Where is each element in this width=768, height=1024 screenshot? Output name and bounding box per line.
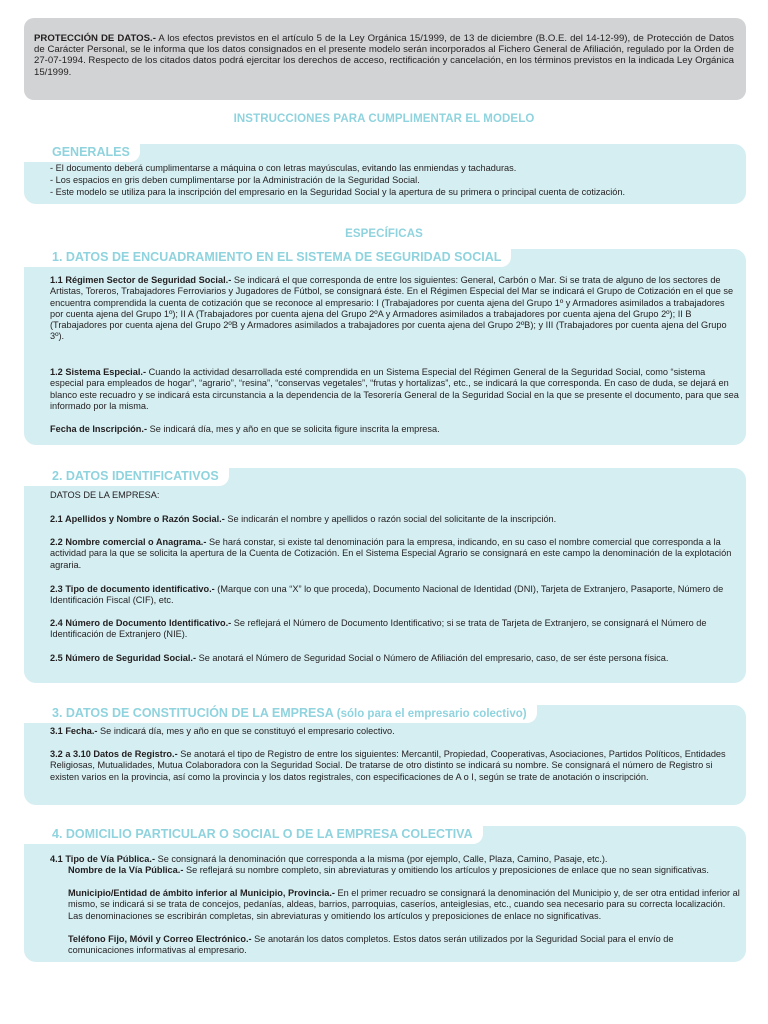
fecha-inscripcion-label: Fecha de Inscripción.- (50, 424, 148, 434)
section-4-box (24, 826, 746, 962)
section-2-5-label: 2.5 Número de Seguridad Social.- (50, 653, 197, 663)
via-publica-text: Se reflejará su nombre completo, sin abreviaturas y omitiendo los artículos y preposiciones de enlace que no sean significativas. (183, 865, 709, 875)
section-2-3-text: (Marque con una “X” lo que proceda), Documento Nacional de Identidad (DNI), Tarjeta de Extranjero, Pasaporte, Número de Identificación Fiscal (CIF), etc. (50, 584, 724, 606)
section-3-2-paragraph (50, 749, 740, 783)
section-3-box (24, 705, 746, 805)
section-2-1-label: 2.1 Apellidos y Nombre o Razón Social.- (50, 514, 225, 524)
section-2-5-text: Se anotará el Número de Seguridad Social o Número de Afiliación del empresario, caso, de ser éste persona física. (196, 653, 669, 663)
instructions-heading: INSTRUCCIONES PARA CUMPLIMENTAR EL MODELO (233, 113, 535, 125)
via-publica-label: Nombre de la Vía Pública.- (68, 865, 184, 875)
section-2-4-text: Se reflejará el Número de Documento Identificativo; si se trata de Tarjeta de Extranjero, se consignará el Número de Identificación de Extranjero (NIE). (50, 618, 707, 640)
section-3-1-label: 3.1 Fecha.- (50, 726, 98, 736)
municipio-paragraph (68, 888, 740, 922)
section-2-1-paragraph (50, 514, 740, 525)
section-4-1-label: 4.1 Tipo de Vía Pública.- (50, 854, 156, 864)
section-1-2-text: Cuando la actividad desarrollada esté comprendida en un Sistema Especial del Régimen General de la Seguridad Social, como “sistema especial para empleados de hogar”, “agrario”, “resina”, “conservas vegetales”, “frutas y hortalizas”, etc., se indicará la que corresponda. En caso de duda, se dejará en blanco este recuadro y se indicará esta circunstancia a la dependencia de la Tesorería General de la Seguridad Social en la que se presente el documento, para que sea informado por la misma. (50, 367, 739, 411)
section-4-1-text: Se consignará la denominación que corresponda a la misma (por ejemplo, Calle, Plaza, Camino, Pasaje, etc.). (155, 854, 608, 864)
section-2-5-paragraph (50, 653, 740, 664)
list-item: - Los espacios en gris deben cumplimentarse por la Administración de la Seguridad Social. (50, 174, 420, 185)
section-3-title (24, 705, 537, 723)
telefono-text: Se anotarán los datos completos. Estos datos serán utilizados por la Seguridad Social para el envío de comunicaciones informativas al empresario. (68, 934, 674, 956)
section-1-box (24, 249, 746, 445)
fecha-inscripcion-paragraph (50, 424, 740, 435)
section-3-title-note: (sólo para el empresario colectivo) (336, 708, 527, 720)
generales-title: GENERALES (24, 144, 140, 162)
section-2-title: 2. DATOS IDENTIFICATIVOS (24, 468, 229, 486)
list-item: - Este modelo se utiliza para la inscripción del empresario en la Seguridad Social y la apertura de su primera o principal cuenta de cotización. (50, 186, 626, 197)
section-4-title: 4. DOMICILIO PARTICULAR O SOCIAL O DE LA EMPRESA COLECTIVA (24, 826, 483, 844)
section-3-title-main: 3. DATOS DE CONSTITUCIÓN DE LA EMPRESA (52, 706, 334, 720)
especificas-heading: ESPECÍFICAS (345, 228, 423, 240)
section-1-1-label: 1.1 Régimen Sector de Seguridad Social.- (50, 275, 232, 285)
section-2-2-label: 2.2 Nombre comercial o Anagrama.- (50, 537, 207, 547)
municipio-text: En el primer recuadro se consignará la denominación del Municipio y, de ser otra entidad inferior al mismo, se indicará si se trata de concejos, pedanías, aldeas, barrios, parroquias, caseríos, anteiglesias, etc., cuando sea necesario para su correcta localización. Las denominaciones se escribirán completas, sin abreviaturas y omitiendo los artículos y preposiciones de enlace no significativas. (68, 888, 740, 921)
section-2-4-label: 2.4 Número de Documento Identificativo.- (50, 618, 232, 628)
section-2-2-paragraph (50, 537, 740, 571)
section-3-1-text: Se indicará día, mes y año en que se constituyó el empresario colectivo. (97, 726, 395, 736)
section-1-1-paragraph (50, 275, 740, 343)
telefono-label: Teléfono Fijo, Móvil y Correo Electrónico.- (68, 934, 252, 944)
privacy-text: A los efectos previstos en el artículo 5 de la Ley Orgánica 15/1999, de 13 de diciembre (B.O.E. del 14-12-99), de Protección de Datos de Carácter Personal, se le informa que los datos consignados en el presente modelo serán incorporados al Fichero General de Afiliación, regulado por la Orden de 27-07-1994. Respecto de los citados datos podrá ejercitar los derechos de acceso, rectificación y cancelación, en los términos previstos en la indicada Ley Orgánica 15/1999. (34, 33, 734, 78)
generales-box (24, 144, 746, 204)
municipio-label: Municipio/Entidad de ámbito inferior al Municipio, Provincia.- (68, 888, 335, 898)
section-3-2-label: 3.2 a 3.10 Datos de Registro.- (50, 749, 178, 759)
datos-empresa-label: DATOS DE LA EMPRESA: (50, 490, 160, 500)
privacy-notice (24, 18, 746, 100)
telefono-paragraph (68, 934, 740, 957)
privacy-title: PROTECCIÓN DE DATOS.- (34, 33, 156, 44)
fecha-inscripcion-text: Se indicará día, mes y año en que se solicita figure inscrita la empresa. (147, 424, 440, 434)
section-2-2-text: Se hará constar, si existe tal denominación para la empresa, indicando, en su caso el nombre comercial que corresponda a la actividad para la que se solicita la apertura de la Cuenta de Cotización. En el Sistema Especial Agrario se consignará en este campo la denominación de la explotación agraria. (50, 537, 732, 570)
section-2-box (24, 468, 746, 683)
section-2-3-label: 2.3 Tipo de documento identificativo.- (50, 584, 215, 594)
section-1-1-text: Se indicará el que corresponda de entre los siguientes: General, Carbón o Mar. Si se trata de alguno de los sectores de Artistas, Toreros, Trabajadores Ferroviarios y Jugadores de Fútbol, se consignará éste. En el Régimen Especial del Mar se indicará el Grupo de Cotización en el que se encuentra comprendida la cuenta de cotización que se reconoce al empresario: I (Trabajadores por cuenta ajena del Grupo 1º y Armadores asimilados a trabajadores por cuenta ajena del Grupo 1º); II A (Trabajadores por cuenta ajena del Grupo 2ºA y Armadores asimilados a trabajadores por cuenta ajena del Grupo 2º); II B (Trabajadores por cuenta ajena del Grupo 2ºB y Armadores asimilados a trabajadores por cuenta ajena del Grupo 2ºB); y III (Trabajadores por cuenta ajena del Grupo 3º). (50, 275, 734, 342)
section-2-1-text: Se indicarán el nombre y apellidos o razón social del solicitante de la inscripción. (224, 514, 557, 524)
section-2-4-paragraph (50, 618, 740, 641)
via-publica-paragraph (68, 865, 740, 876)
section-1-2-paragraph (50, 367, 740, 412)
section-1-2-label: 1.2 Sistema Especial.- (50, 367, 147, 377)
list-item: - El documento deberá cumplimentarse a máquina o con letras mayúsculas, evitando las enmiendas y tachaduras. (50, 163, 517, 173)
section-4-1-paragraph (50, 854, 740, 865)
section-3-2-text: Se anotará el tipo de Registro de entre los siguientes: Mercantil, Propiedad, Cooperativas, Asociaciones, Partidos Políticos, Entidades Religiosas, Mutualidades, Mutua Colaboradora con la Seguridad Social. De tratarse de otro distinto se indicará su nombre. Se consignará el número de Registro si existen varios en la provincia, así como la provincia y los datos registrales, con especificaciones de A o I, según se trate de anotación o inscripción. (50, 749, 726, 782)
section-2-3-paragraph (50, 584, 740, 607)
section-1-title: 1. DATOS DE ENCUADRAMIENTO EN EL SISTEMA DE SEGURIDAD SOCIAL (24, 249, 511, 267)
generales-list (50, 163, 740, 198)
section-3-1-paragraph (50, 726, 740, 737)
